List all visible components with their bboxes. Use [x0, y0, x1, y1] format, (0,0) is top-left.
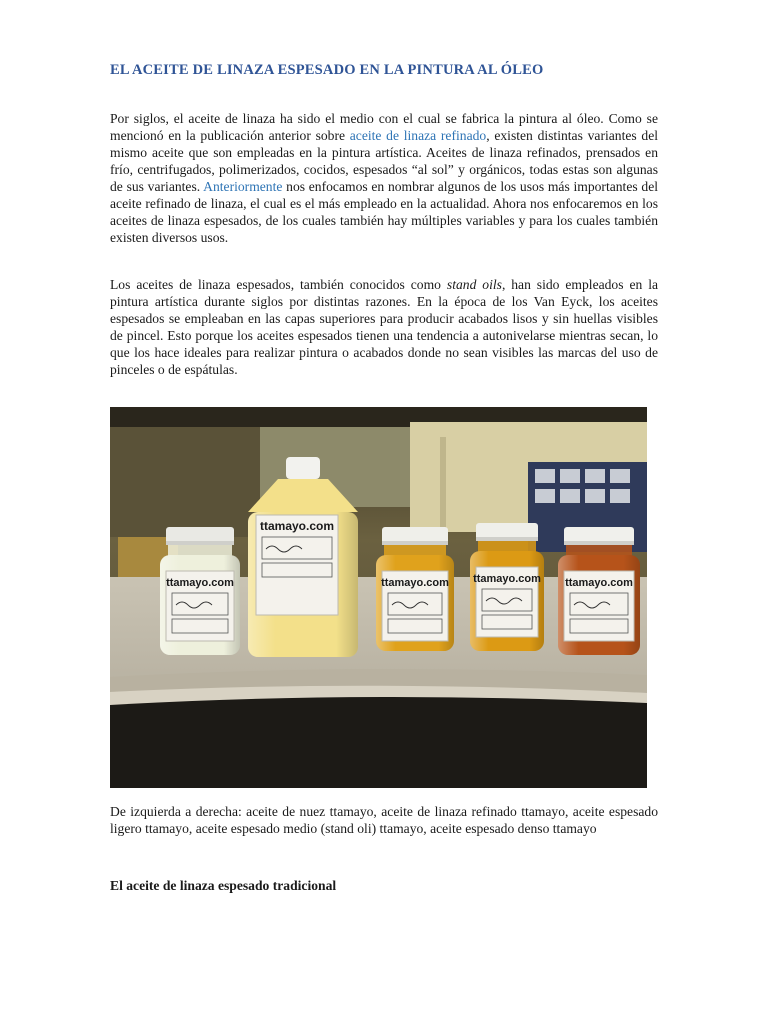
oil-jar	[376, 527, 454, 651]
paragraph-text: Por siglos, el aceite de linaza ha sido el medio con el cual se fabrica la pintura al óleo. Como se mencionó en la publicación anterior sobre	[110, 111, 658, 143]
jar-brand-label: ttamayo.com	[381, 577, 449, 589]
page-title: EL ACEITE DE LINAZA ESPESADO EN LA PINTURA AL ÓLEO	[110, 62, 544, 78]
paragraph-text: Los aceites de linaza espesados, también conocidos como	[110, 277, 447, 292]
paragraph-text: , han sido empleados en la pintura artística durante siglos por distintas razones. En la época de los Van Eyck, los aceites espesados se empleaban en las capas superiores para producir acabados lisos y sin huellas visibles de pincel. Esto porque los aceites espesados tienen una tendencia a autonivelarse mientras secan, lo que los hace ideales para realizar pintura o acabados donde no sean visibles las marcas del uso de pinceles o de espátulas.	[110, 277, 659, 377]
section-subheading: El aceite de linaza espesado tradicional	[110, 878, 337, 893]
jar-brand-label: ttamayo.com	[259, 519, 335, 533]
paragraph-text: nos enfocamos en nombrar algunos de los usos más importantes del aceite refinado de linaza, el cual es el más empleado en la actualidad. Ahora nos enfocaremos en los aceites de linaza espesados, de los cuales también hay múltiples variables y para los cuales también existen diversos usos.	[110, 179, 658, 245]
oil-jar	[558, 527, 640, 655]
jar-brand-label: ttamayo.com	[565, 577, 633, 589]
italic-term: stand oils	[446, 277, 502, 292]
oil-jar	[470, 523, 544, 651]
paragraph-stand-oils	[110, 276, 658, 378]
jar-brand-label: ttamayo.com	[166, 577, 234, 589]
oil-jars-illustration	[110, 407, 647, 788]
link-anteriormente[interactable]: Anteriormente	[203, 179, 283, 194]
photo-caption: De izquierda a derecha: aceite de nuez ttamayo, aceite de linaza refinado ttamayo, aceite espesado ligero ttamayo, aceite espesado medio (stand oli) ttamayo, aceite espesado denso ttamayo	[110, 804, 658, 836]
oil-jars-photo	[110, 407, 647, 788]
jar-brand-label: ttamayo.com	[473, 573, 541, 585]
link-aceite-refinado[interactable]: aceite de linaza refinado	[349, 128, 487, 143]
paragraph-text: , existen distintas variantes del mismo aceite que son empleadas en la pintura artística. Aceites de linaza refinados, prensados en frío, centrifugados, polimerizados, cocidos, espesados “al sol” y orgánicos, todas estas son algunas de sus variantes.	[110, 128, 659, 194]
paragraph-intro	[110, 110, 658, 246]
oil-jar	[160, 527, 240, 655]
